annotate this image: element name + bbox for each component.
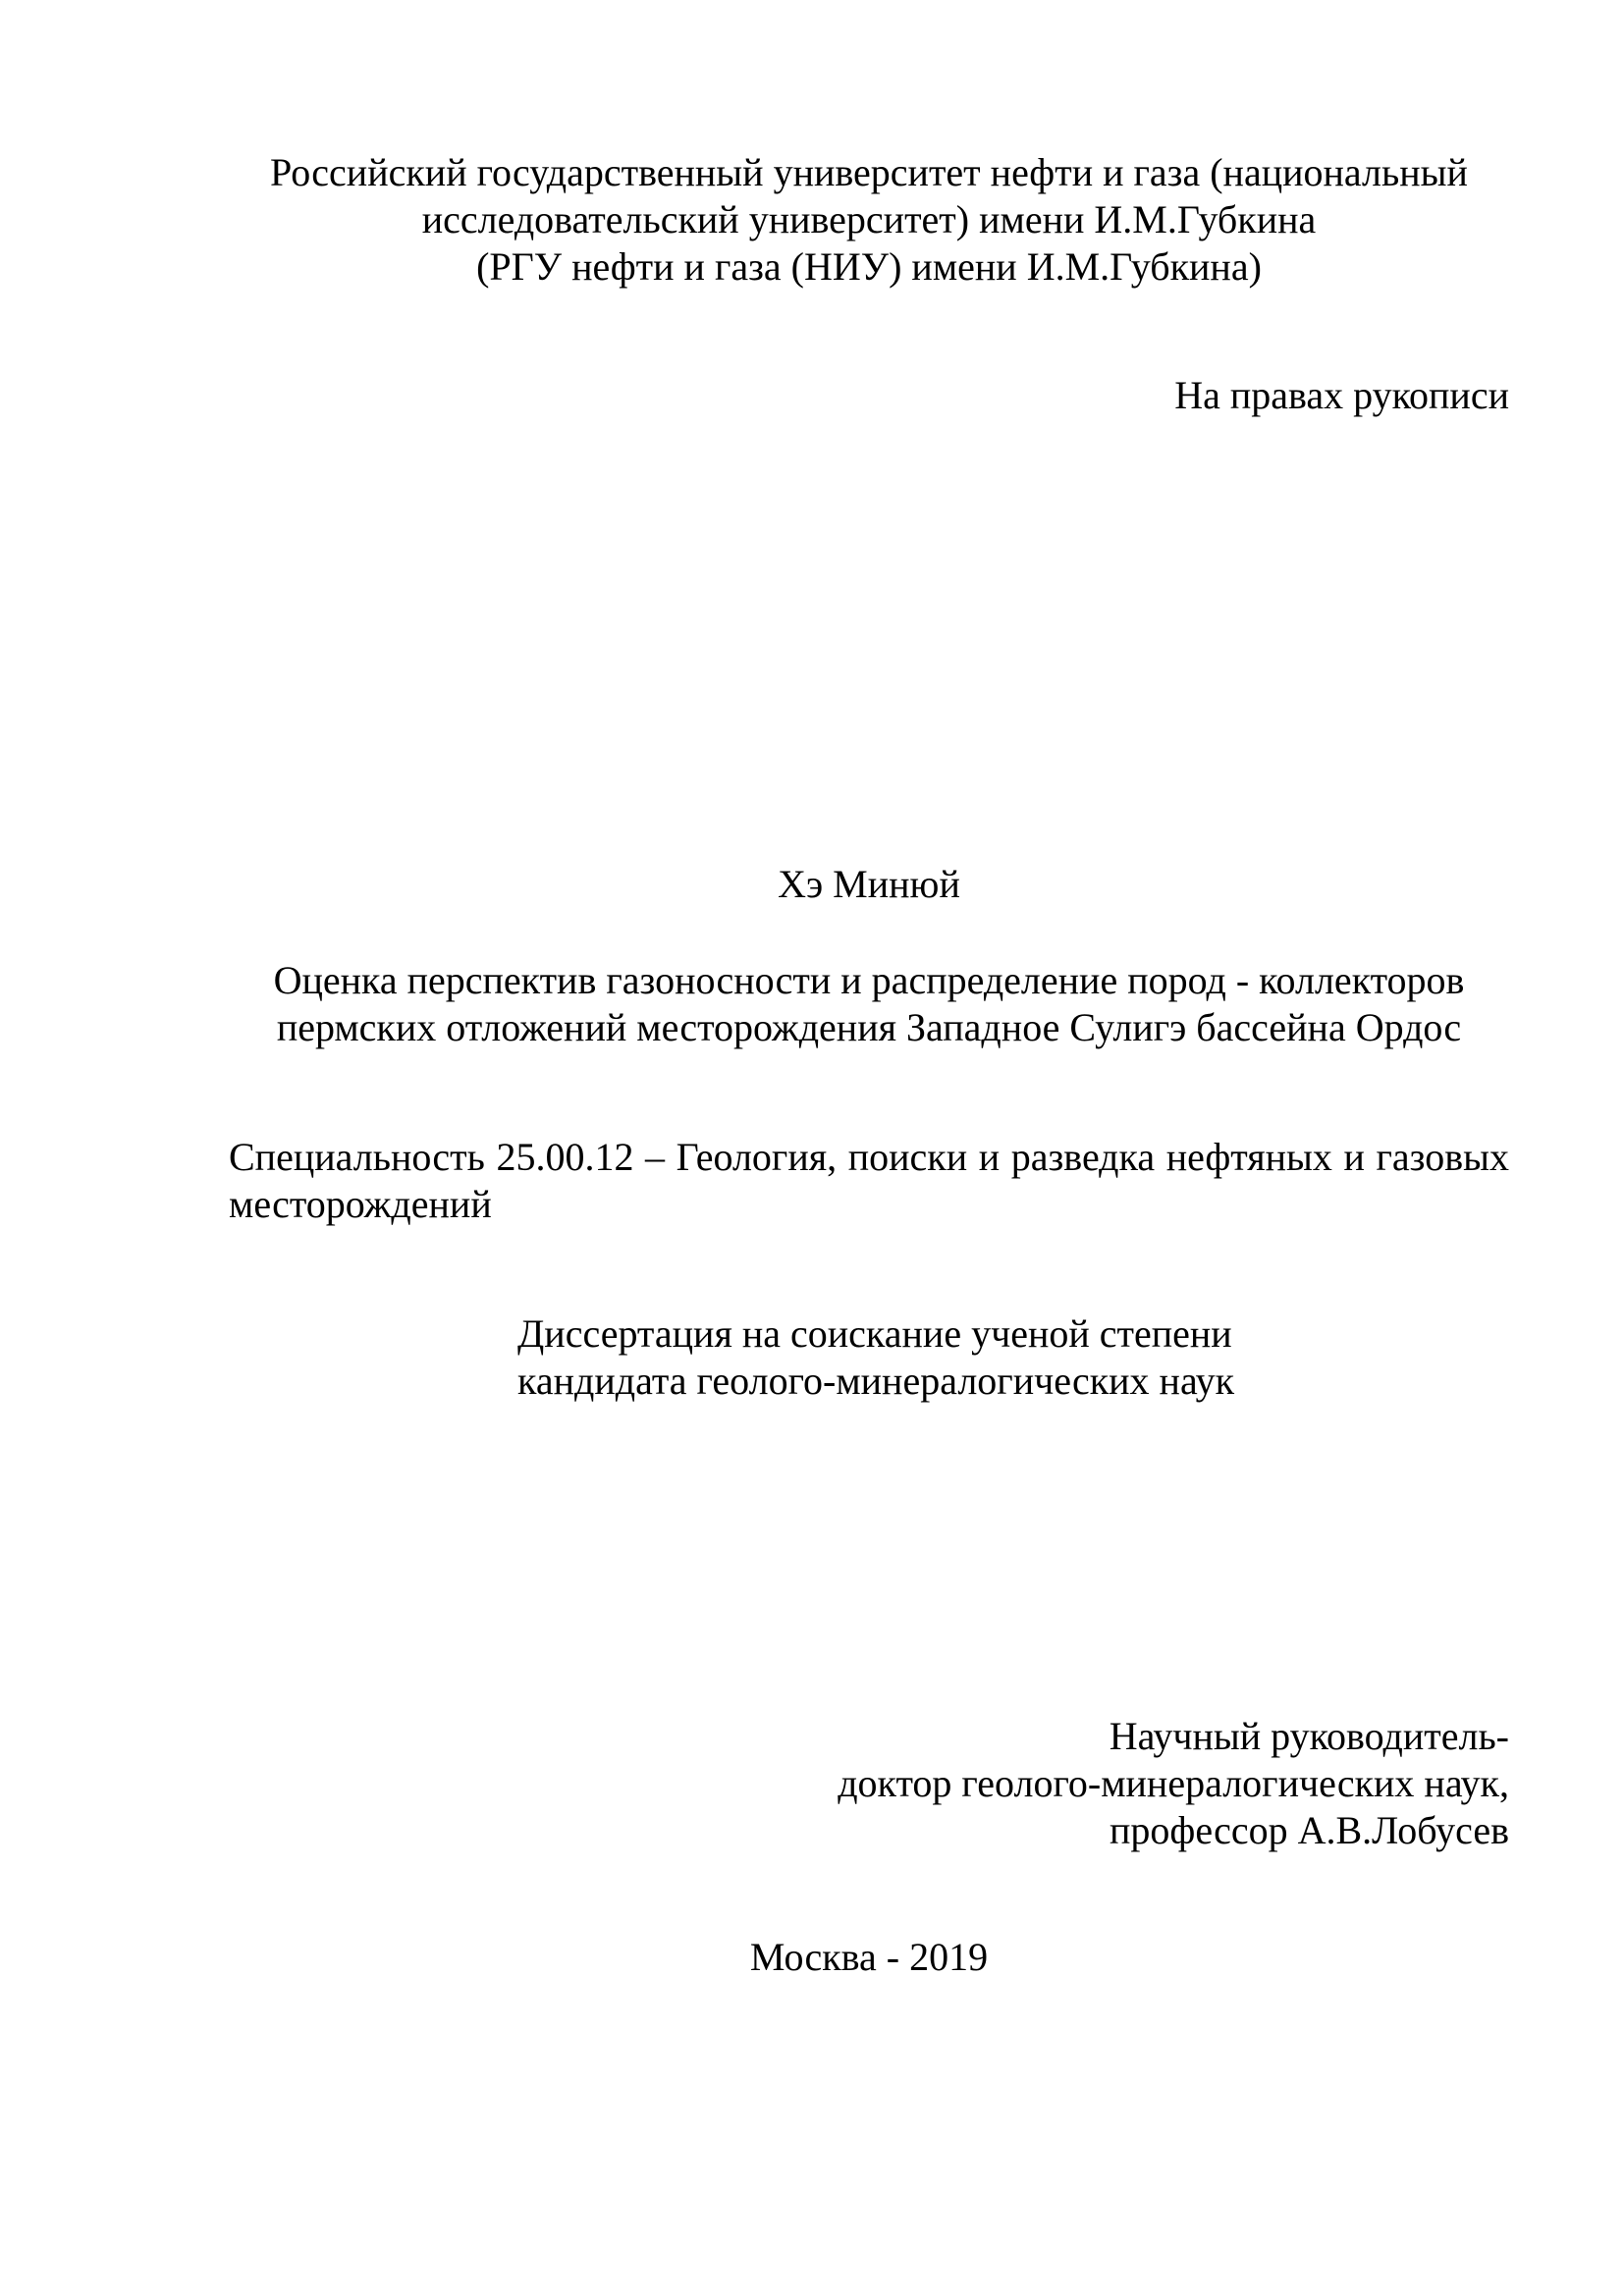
institution-line: исследовательский университет) имени И.М.Губкина [421,197,1317,241]
degree-statement [517,1310,1509,1405]
institution-line: Российский государственный университет нефти и газа (национальный [270,150,1468,194]
degree-statement-line: Диссертация на соискание ученой степени [517,1311,1232,1356]
institution-header [229,149,1509,291]
degree-statement-line: кандидата геолого-минералогических наук [517,1359,1235,1403]
specialty-section [229,1134,1509,1228]
dissertation-title-line: пермских отложений месторождения Западное Сулигэ бассейна Ордос [276,1005,1462,1049]
supervisor-line: доктор геолого-минералогических наук, [838,1761,1509,1805]
author-name [229,861,1509,908]
supervisor-section [229,1713,1509,1854]
place-and-year [229,1934,1509,1981]
manuscript-rights-note [229,372,1509,419]
specialty-line: Специальность 25.00.12 – Геология, поиски и разведка нефтяных и газовых [229,1135,1509,1179]
institution-line: (РГУ нефти и газа (НИУ) имени И.М.Губкина) [476,244,1262,289]
specialty-line: месторождений [229,1182,492,1226]
dissertation-title [229,957,1509,1051]
place-and-year-text: Москва - 2019 [749,1935,989,1979]
dissertation-title-line: Оценка перспектив газоносности и распределение пород - коллекторов [273,958,1465,1002]
manuscript-rights-text: На правах рукописи [1174,373,1509,417]
supervisor-line: Научный руководитель- [1109,1714,1509,1758]
supervisor-line: профессор А.В.Лобусев [1110,1808,1509,1852]
author-name-text: Хэ Минюй [778,862,960,906]
